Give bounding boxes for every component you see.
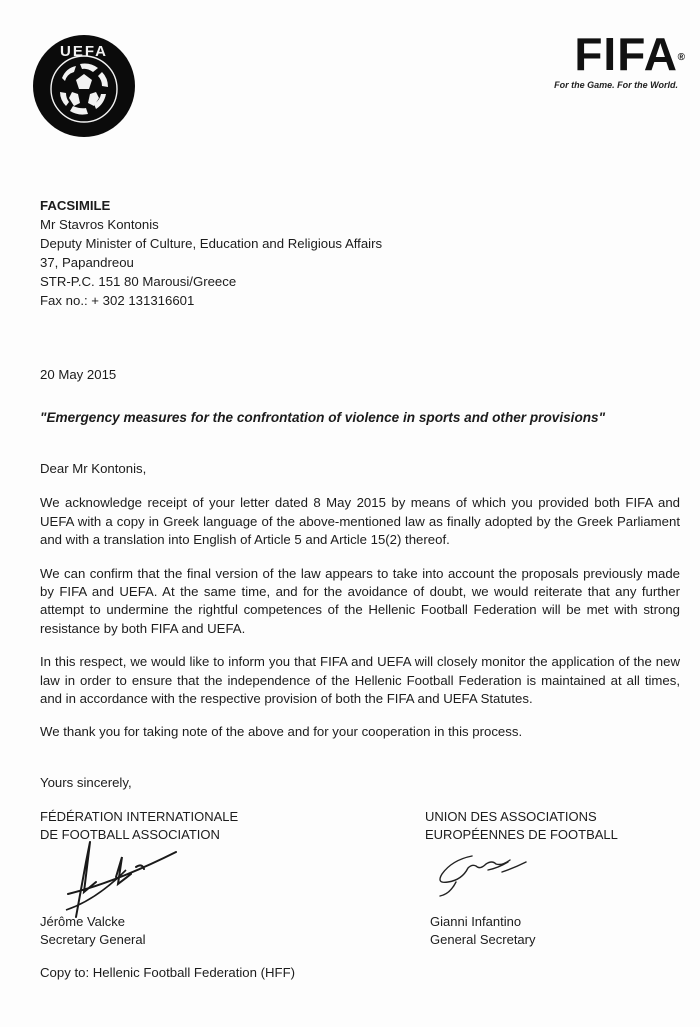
copy-to-line: Copy to: Hellenic Football Federation (HFF) bbox=[40, 965, 296, 980]
signatory-right-org bbox=[425, 808, 685, 843]
fifa-wordmark: FIFA ® bbox=[574, 28, 678, 80]
body-paragraph: We can confirm that the final version of the law appears to take into account the proposals previously made by FIFA and UEFA. At the same time, and for the avoidance of doubt, we would reiterate that any further attempt to undermine the rightful competences of the Hellenic Football Federation will be met with strong resistance by both FIFA and UEFA. bbox=[40, 565, 680, 636]
closing-line: Yours sincerely, bbox=[40, 775, 132, 790]
fifa-org-line-2: DE FOOTBALL ASSOCIATION bbox=[40, 826, 220, 842]
recipient-title: Deputy Minister of Culture, Education and Religious Affairs bbox=[40, 236, 383, 251]
signature-infantino bbox=[432, 848, 542, 900]
letter-body bbox=[40, 460, 680, 757]
letter-date: 20 May 2015 bbox=[40, 367, 117, 382]
uefa-logo-text: UEFA bbox=[59, 43, 109, 60]
recipient-street: 37, Papandreou bbox=[40, 255, 134, 270]
body-paragraph: We acknowledge receipt of your letter dated 8 May 2015 by means of which you provided both FIFA and UEFA with a copy in Greek language of the above-mentioned law as finally adopted by the Greek Parliament and with a translation into English of Article 5 and Article 15(2) thereof. bbox=[40, 495, 680, 548]
uefa-org-line-1: UNION DES ASSOCIATIONS bbox=[425, 809, 597, 824]
recipient-address bbox=[40, 196, 382, 310]
recipient-fax: Fax no.: + 302 131316601 bbox=[40, 293, 195, 308]
signature-valcke bbox=[56, 822, 206, 922]
signatory-right-role: General Secretary bbox=[430, 932, 536, 947]
signatory-left-name: Jérôme Valcke bbox=[40, 914, 126, 929]
recipient-city: STR-P.C. 151 80 Marousi/Greece bbox=[40, 274, 237, 289]
body-paragraph: We thank you for taking note of the above and for your cooperation in this process. bbox=[40, 724, 523, 740]
facsimile-label: FACSIMILE bbox=[40, 198, 111, 213]
signatory-left-role: Secretary General bbox=[40, 932, 146, 947]
letter-subject: "Emergency measures for the confrontation of violence in sports and other provisions" bbox=[40, 410, 606, 425]
body-paragraph: In this respect, we would like to inform you that FIFA and UEFA will closely monitor the application of the new law in order to ensure that the independence of the Hellenic Football Federation is maintained at all times, and in accordance with the respective provision of both the FIFA and UEFA Statutes. bbox=[40, 654, 680, 707]
uefa-logo bbox=[32, 34, 136, 138]
fifa-registered-mark: ® bbox=[677, 52, 686, 63]
recipient-name: Mr Stavros Kontonis bbox=[40, 217, 159, 232]
fifa-logo bbox=[518, 28, 686, 90]
fifa-slogan: For the Game. For the World. bbox=[554, 80, 678, 90]
uefa-org-line-2: EUROPÉENNES DE FOOTBALL bbox=[425, 826, 618, 842]
salutation: Dear Mr Kontonis, bbox=[40, 461, 147, 476]
fifa-org-line-1: FÉDÉRATION INTERNATIONALE bbox=[40, 809, 239, 824]
signatory-right bbox=[430, 913, 536, 949]
signatory-left bbox=[40, 913, 146, 949]
signatory-right-name: Gianni Infantino bbox=[430, 914, 522, 929]
